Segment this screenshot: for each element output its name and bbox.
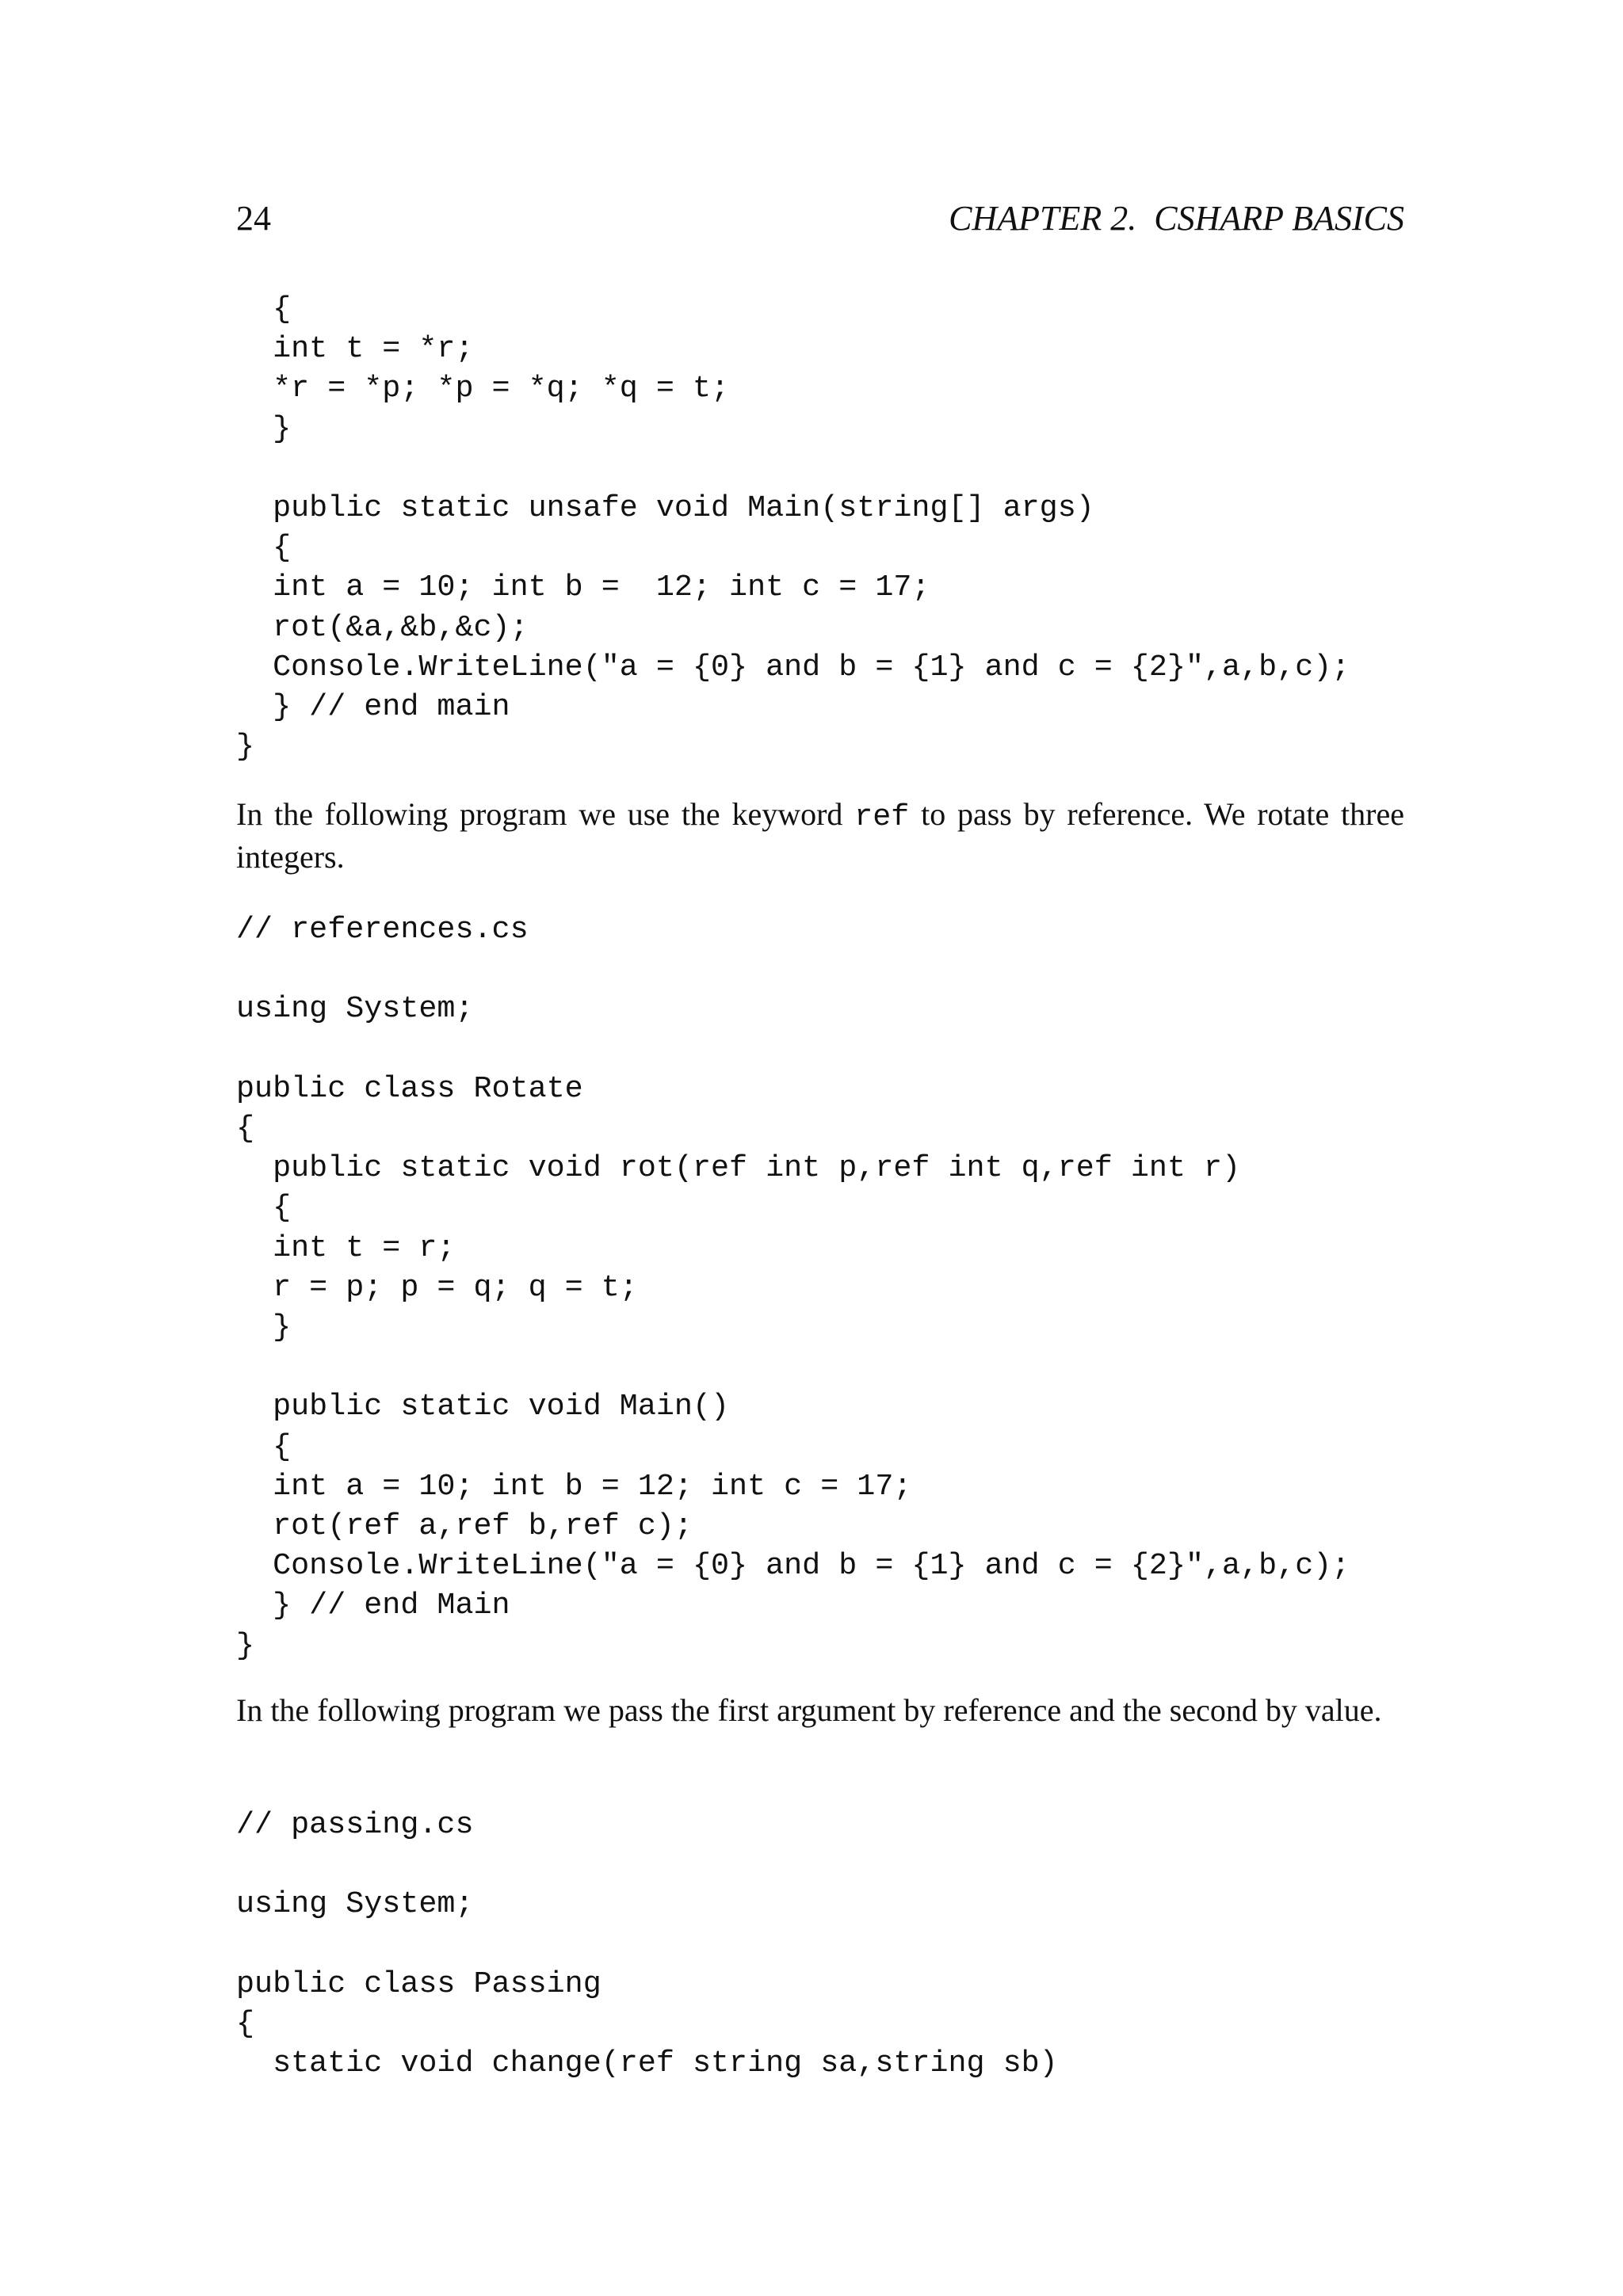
inline-code-keyword: ref xyxy=(854,799,910,834)
running-head: CHAPTER 2. CSHARP BASICS xyxy=(949,199,1404,238)
page-number: 24 xyxy=(236,199,271,238)
paragraph-text: In the following program we use the keyword xyxy=(236,796,855,832)
paragraph-passing: In the following program we pass the first argument by reference and the second by value. xyxy=(236,1692,1382,1728)
code-block-pointer-rotate: { int t = *r; *r = *p; *p = *q; *q = t; } public static unsafe void Main(string[] args) { int a = 10; int b = 12; int c = 17; rot(&a,&b,&c); Console.WriteLine("a = {0} and b = {1} and c = {2}",a,b,c); } // end main } xyxy=(236,292,1350,765)
page-header xyxy=(236,195,1404,242)
paragraph-ref-keyword xyxy=(236,795,1404,877)
code-block-passing: // passing.cs using System; public class Passing { static void change(ref string sa,string sb) xyxy=(236,1807,1058,2081)
paragraph-text: to pass by reference. We rotate three integers. xyxy=(236,796,1405,875)
code-block-references: // references.cs using System; public class Rotate { public static void rot(ref int p,ref int q,ref int r) { int t = r; r = p; p = q; q = t; } public static void Main() { int a = 10; int b = 12; int c = 17; rot(ref a,ref b,ref c); Console.WriteLine("a = {0} and b = {1} and c = {2}",a,b,c); } // end Main } xyxy=(236,912,1350,1663)
